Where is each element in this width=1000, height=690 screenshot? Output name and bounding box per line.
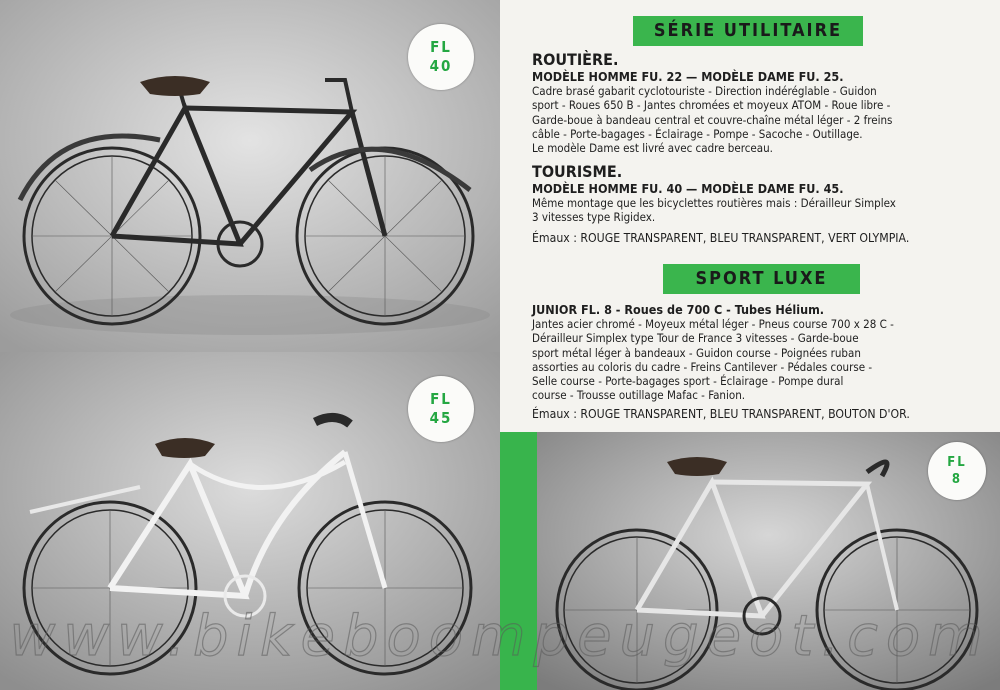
sport-line-2: Dérailleur Simplex type Tour de France 3 vitesses - Garde-boue [532,331,859,346]
tourisme-title: TOURISME. [532,162,623,181]
badge-fl40 [408,24,474,90]
routiere-models: MODÈLE HOMME FU. 22 — MODÈLE DAME FU. 25. [532,69,844,84]
sport-emaux: Émaux : ROUGE TRANSPARENT, BLEU TRANSPARENT, BOUTON D'OR. [532,406,910,421]
sport-line-6: course - Trousse outillage Mafac - Fanion. [532,388,746,403]
badge-fl45 [408,376,474,442]
sport-line-5: Selle course - Porte-bagages sport - Éclairage - Pompe dural [532,374,844,389]
serie-utilitaire-banner: SÉRIE UTILITAIRE [633,16,863,46]
badge-fl40-line1: FL [430,38,452,56]
routiere-line-3: Garde-boue à bandeau central et couvre-chaîne métal léger - 2 freins [532,112,893,127]
badge-fl8-line2: 8 [951,472,963,487]
badge-fl8-line1: FL [947,455,967,470]
routiere-section [532,51,977,155]
badge-fl45-line1: FL [430,390,452,408]
tourisme-emaux: Émaux : ROUGE TRANSPARENT, BLEU TRANSPARENT, VERT OLYMPIA. [532,230,910,245]
tourisme-line-1: Même montage que les bicyclettes routières mais : Dérailleur Simplex [532,196,896,210]
tourisme-line-2: 3 vitesses type Rigidex. [532,210,656,225]
watermark-text: www.bikeboompeugeot.com [9,604,991,669]
routiere-line-5: Le modèle Dame est livré avec cadre berceau. [532,141,773,156]
badge-fl45-line2: 45 [429,409,453,427]
tourisme-models: MODÈLE HOMME FU. 40 — MODÈLE DAME FU. 45. [532,181,844,196]
sport-line-4: assorties au coloris du cadre - Freins Cantilever - Pédales course - [532,359,873,374]
routiere-line-2: sport - Roues 650 B - Jantes chromées et moyeux ATOM - Roue libre - [532,98,891,113]
routiere-line-1: Cadre brasé gabarit cyclotouriste - Direction indéréglable - Guidon [532,84,877,98]
sport-line-3: sport métal léger à bandeaux - Guidon course - Poignées ruban [532,345,861,360]
badge-fl8 [928,442,986,500]
sport-line-1: Jantes acier chromé - Moyeux métal léger - Pneus course 700 x 28 C - [532,317,894,331]
badge-fl40-line2: 40 [429,57,453,75]
routiere-title: ROUTIÈRE. [532,50,619,69]
sport-luxe-banner: SPORT LUXE [663,264,860,294]
routiere-line-4: câble - Porte-bagages - Éclairage - Pompe - Sacoche - Outillage. [532,126,863,141]
junior-title: JUNIOR FL. 8 - Roues de 700 C - Tubes Hélium. [532,302,825,317]
tourisme-section [532,163,977,245]
sport-luxe-section [532,302,977,421]
